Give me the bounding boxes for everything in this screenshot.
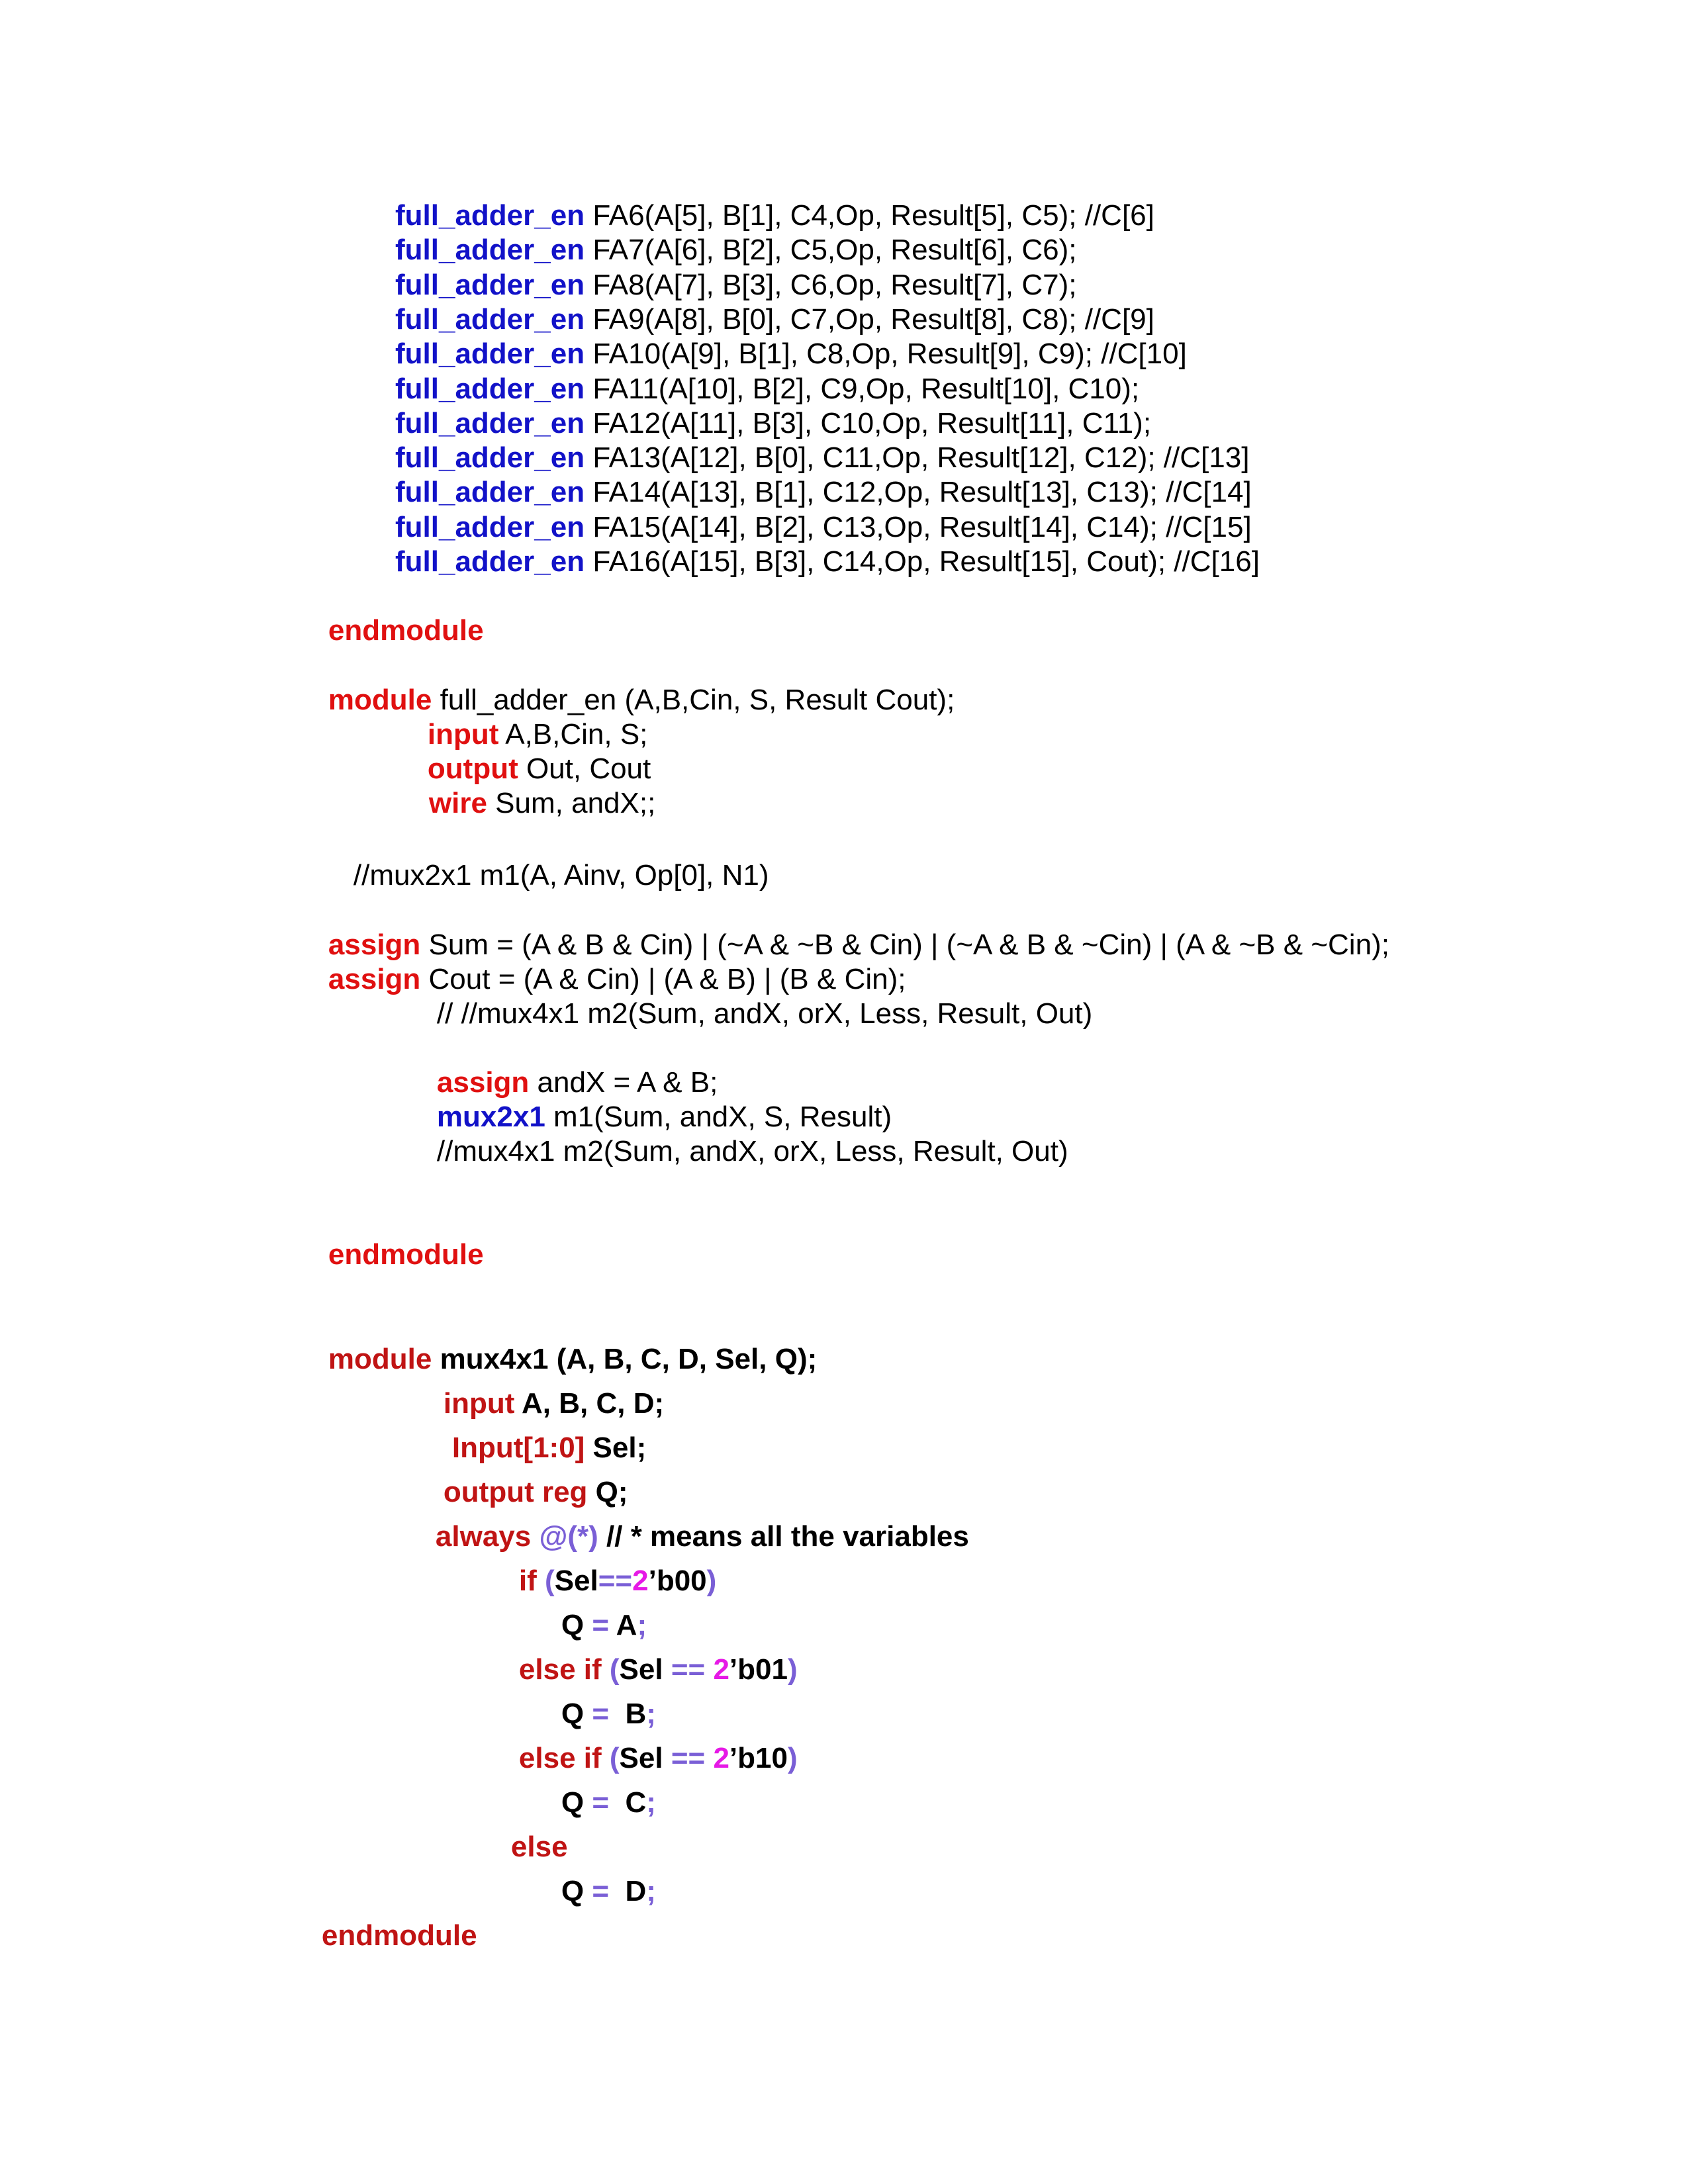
else-if-keyword: else if bbox=[518, 1742, 602, 1774]
fa-input-decl bbox=[395, 683, 648, 751]
instance-args: FA16(A[15], B[3], C14,Op, Result[15], Cout); //C[16] bbox=[585, 545, 1260, 578]
comment-text: // //mux4x1 m2(Sum, andX, orX, Less, Result, Out) bbox=[436, 997, 1093, 1030]
input-ports: A, B, C, D; bbox=[514, 1387, 665, 1420]
fa-instance-line bbox=[395, 268, 1077, 302]
instance-args: FA6(A[5], B[1], C4,Op, Result[5], C5); //C[6] bbox=[585, 199, 1154, 232]
wire-names: Sum, andX;; bbox=[487, 787, 656, 819]
mux-sel-decl bbox=[420, 1392, 647, 1464]
sel-ident: Sel bbox=[554, 1565, 598, 1597]
instance-args: FA15(A[14], B[2], C13,Op, Result[14], C14); //C[15] bbox=[585, 511, 1252, 543]
fa-output-decl bbox=[395, 717, 651, 785]
fa-mux2x1-instance bbox=[404, 1066, 892, 1133]
always-comment: // * means all the variables bbox=[598, 1520, 969, 1553]
eq-operator: == bbox=[663, 1742, 714, 1774]
assign-expression: andX = A & B; bbox=[529, 1066, 718, 1099]
mux-input-decl bbox=[411, 1348, 665, 1420]
instance-type: full_adder_en bbox=[395, 476, 585, 508]
mux-endmodule bbox=[289, 1880, 477, 1952]
assign-expression: Cout = (A & Cin) | (A & B) | (B & Cin); bbox=[420, 963, 906, 995]
mux-module-header bbox=[296, 1304, 818, 1375]
literal-value: ’b10 bbox=[729, 1742, 788, 1774]
fa-instance-line bbox=[395, 406, 1151, 441]
assign-keyword: assign bbox=[436, 1066, 530, 1099]
instance-type: full_adder_en bbox=[395, 338, 585, 370]
input-sel-keyword: Input[1:0] bbox=[451, 1432, 585, 1464]
else-if-keyword: else if bbox=[518, 1653, 602, 1686]
output-keyword: output bbox=[427, 752, 518, 785]
q-ident: Q bbox=[561, 1698, 585, 1730]
instance-args: FA11(A[10], B[2], C9,Op, Result[10], C10); bbox=[585, 373, 1140, 405]
sel-ident: Sel bbox=[619, 1653, 663, 1686]
assign-operator: = bbox=[584, 1875, 610, 1907]
value-ident: C bbox=[609, 1786, 647, 1819]
instance-type: full_adder_en bbox=[395, 303, 585, 336]
module-signature: mux4x1 (A, B, C, D, Sel, Q); bbox=[432, 1343, 818, 1375]
comment-text: //mux2x1 m1(A, Ainv, Op[0], N1) bbox=[353, 859, 769, 891]
literal-value: ’b00 bbox=[648, 1565, 707, 1597]
input-keyword: input bbox=[443, 1387, 515, 1420]
sel-ident: Sel bbox=[619, 1742, 663, 1774]
semicolon: ; bbox=[646, 1875, 656, 1907]
fa-assign-sum bbox=[296, 893, 1389, 961]
module-keyword: module bbox=[328, 684, 432, 716]
mux-if-line bbox=[487, 1525, 717, 1597]
endmodule-keyword: endmodule bbox=[321, 1919, 477, 1952]
close-paren: ) bbox=[787, 1653, 798, 1686]
open-paren: ( bbox=[601, 1742, 620, 1774]
instance-args: FA14(A[13], B[1], C12,Op, Result[13], C13); //C[14] bbox=[585, 476, 1252, 508]
fa-instance-line bbox=[395, 337, 1187, 371]
fa-instance-line bbox=[395, 372, 1139, 406]
instance-type: full_adder_en bbox=[395, 234, 585, 266]
q-ident: Q bbox=[561, 1786, 585, 1819]
wire-keyword: wire bbox=[428, 787, 487, 819]
open-paren: ( bbox=[536, 1565, 555, 1597]
assign-operator: = bbox=[584, 1698, 610, 1730]
fa-instance-line bbox=[395, 199, 1154, 233]
fa-instance-line bbox=[395, 475, 1252, 510]
semicolon: ; bbox=[646, 1786, 656, 1819]
assign-operator: = bbox=[584, 1786, 610, 1819]
semicolon: ; bbox=[637, 1609, 647, 1641]
output-reg-keyword: output reg bbox=[443, 1476, 588, 1508]
instance-type: full_adder_en bbox=[395, 373, 585, 405]
close-paren: ) bbox=[787, 1742, 798, 1774]
endmodule-line bbox=[296, 579, 484, 647]
fa-instance-line bbox=[395, 510, 1252, 545]
mux-assign-a bbox=[529, 1570, 647, 1641]
always-keyword: always bbox=[435, 1520, 532, 1553]
fa-instance-line bbox=[395, 302, 1154, 337]
sensitivity-list: @(*) bbox=[531, 1520, 598, 1553]
fa-assign-andx bbox=[404, 1031, 718, 1099]
instance-args: FA13(A[12], B[0], C11,Op, Result[12], C12); //C[13] bbox=[585, 441, 1250, 474]
instance-type: full_adder_en bbox=[395, 269, 585, 301]
instance-type: full_adder_en bbox=[395, 545, 585, 578]
mux-assign-c bbox=[529, 1747, 656, 1819]
close-paren: ) bbox=[706, 1565, 717, 1597]
mux-always-line bbox=[403, 1481, 969, 1553]
value-ident: A bbox=[609, 1609, 637, 1641]
fa-endmodule bbox=[296, 1203, 484, 1271]
else-keyword: else bbox=[510, 1831, 568, 1863]
fa-instance-line bbox=[395, 233, 1077, 267]
fa-wire-decl bbox=[397, 752, 656, 819]
instance-args: FA12(A[11], B[3], C10,Op, Result[11], C11); bbox=[585, 407, 1152, 439]
eq-operator: == bbox=[598, 1565, 633, 1597]
input-keyword: input bbox=[427, 718, 499, 751]
fa-instance-line bbox=[395, 545, 1260, 579]
literal-value: ’b01 bbox=[729, 1653, 788, 1686]
input-ports: A,B,Cin, S; bbox=[498, 718, 648, 751]
mux-output-decl bbox=[411, 1437, 628, 1508]
open-paren: ( bbox=[601, 1653, 620, 1686]
mux2x1-keyword: mux2x1 bbox=[436, 1101, 545, 1133]
mux-elseif-b01 bbox=[487, 1614, 798, 1686]
module-signature: full_adder_en (A,B,Cin, S, Result Cout); bbox=[432, 684, 955, 716]
q-ident: Q bbox=[561, 1609, 585, 1641]
assign-operator: = bbox=[584, 1609, 610, 1641]
mux-assign-b bbox=[529, 1659, 656, 1730]
if-keyword: if bbox=[518, 1565, 537, 1597]
value-ident: B bbox=[609, 1698, 647, 1730]
eq-operator: == bbox=[663, 1653, 714, 1686]
assign-keyword: assign bbox=[328, 929, 421, 961]
fa-instance-line bbox=[395, 441, 1249, 475]
endmodule-keyword: endmodule bbox=[328, 614, 484, 647]
value-ident: D bbox=[609, 1875, 647, 1907]
mux-else-line bbox=[479, 1792, 568, 1863]
instance-args: FA9(A[8], B[0], C7,Op, Result[8], C8); //C[9] bbox=[585, 303, 1154, 336]
sel-port: Sel; bbox=[585, 1432, 647, 1464]
width-number: 2 bbox=[632, 1565, 649, 1597]
instance-args: FA7(A[6], B[2], C5,Op, Result[6], C6); bbox=[585, 234, 1077, 266]
instance-type: full_adder_en bbox=[395, 441, 585, 474]
fa-assign-cout bbox=[296, 928, 906, 995]
fa-comment-mux4x1 bbox=[404, 962, 1093, 1030]
fa-comment-mux4x1-b bbox=[404, 1100, 1068, 1167]
semicolon: ; bbox=[646, 1698, 656, 1730]
endmodule-keyword: endmodule bbox=[328, 1238, 484, 1271]
mux-elseif-b10 bbox=[487, 1703, 798, 1774]
output-port: Q; bbox=[587, 1476, 628, 1508]
width-number: 2 bbox=[713, 1653, 729, 1686]
output-ports: Out, Cout bbox=[518, 752, 651, 785]
mux2x1-args: m1(Sum, andX, S, Result) bbox=[545, 1101, 892, 1133]
instance-args: FA10(A[9], B[1], C8,Op, Result[9], C9); //C[10] bbox=[585, 338, 1187, 370]
assign-expression: Sum = (A & B & Cin) | (~A & ~B & Cin) | (~A & B & ~Cin) | (A & ~B & ~Cin); bbox=[420, 929, 1389, 961]
fa-module-header bbox=[296, 649, 955, 716]
q-ident: Q bbox=[561, 1875, 585, 1907]
assign-keyword: assign bbox=[328, 963, 421, 995]
instance-args: FA8(A[7], B[3], C6,Op, Result[7], C7); bbox=[585, 269, 1077, 301]
comment-text: //mux4x1 m2(Sum, andX, orX, Less, Result, Out) bbox=[436, 1135, 1068, 1167]
mux-assign-d bbox=[529, 1836, 656, 1907]
instance-type: full_adder_en bbox=[395, 511, 585, 543]
instance-type: full_adder_en bbox=[395, 199, 585, 232]
fa-comment-mux2x1 bbox=[321, 824, 769, 891]
width-number: 2 bbox=[713, 1742, 729, 1774]
instance-type: full_adder_en bbox=[395, 407, 585, 439]
module-keyword: module bbox=[328, 1343, 432, 1375]
